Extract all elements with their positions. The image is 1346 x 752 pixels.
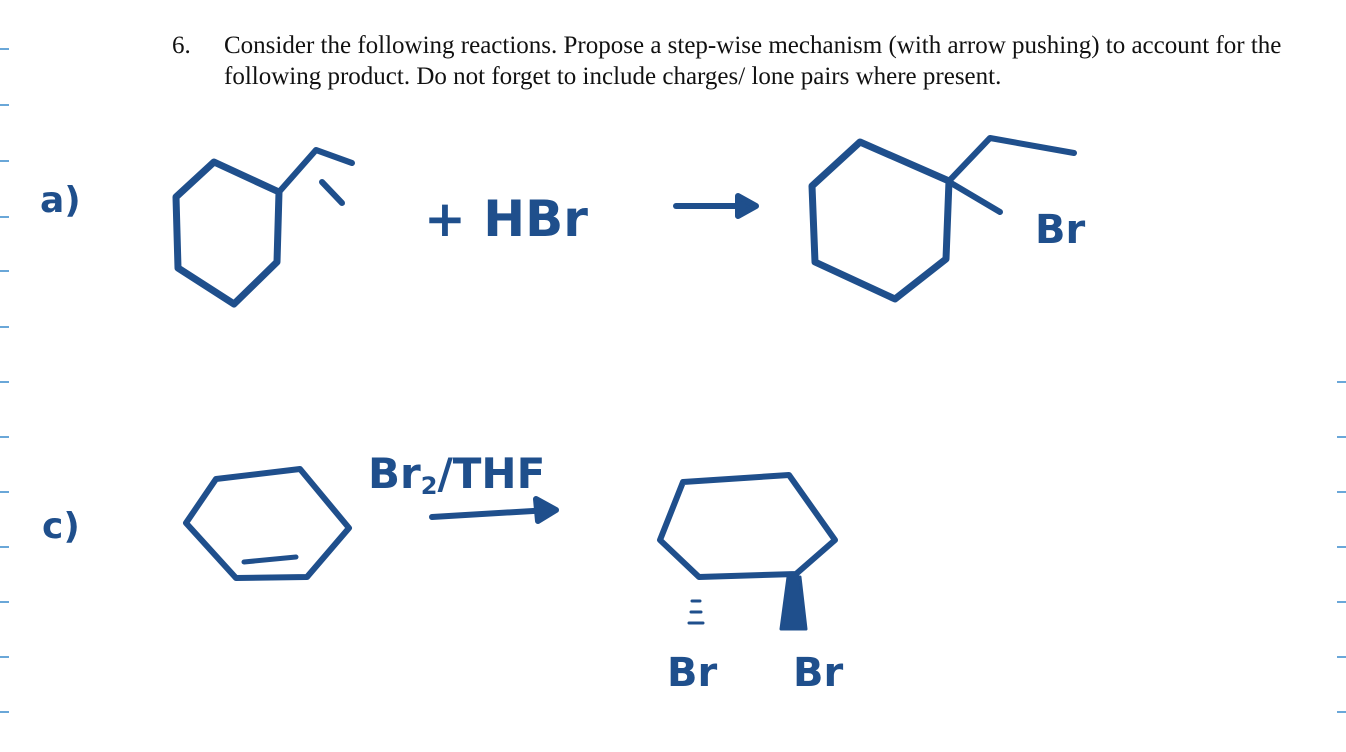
question-number: 6. (172, 32, 191, 59)
reactant-c-double-bond (244, 557, 296, 562)
reagent-br: Br (368, 449, 421, 498)
reaction-arrow-a (676, 196, 756, 216)
product-c-wedge-bond (781, 577, 806, 629)
part-a-reagent: + HBr (424, 190, 588, 248)
reagent-subscript: 2 (420, 472, 438, 500)
reactant-a-double-bond (279, 150, 352, 203)
product-a-br-bond (951, 183, 1000, 212)
part-c-reagent (368, 449, 545, 500)
product-c-left-br: Br (667, 650, 718, 696)
reactant-a-ring (176, 162, 279, 304)
product-a-ring (812, 142, 949, 299)
product-c-ring (660, 475, 835, 577)
question-text: Consider the following reactions. Propose a step-wise mechanism (with arrow pushing) to account for the following product. Do not forget to include charges/ lone pairs where present. (224, 32, 1282, 90)
part-a-label: a) (40, 180, 81, 221)
part-c-label: c) (42, 506, 80, 547)
product-a-ethyl-group (949, 138, 1074, 181)
product-c-right-br: Br (793, 650, 844, 696)
product-a-br-label: Br (1035, 207, 1086, 253)
product-c-hashed-bond (689, 601, 703, 623)
reagent-solvent: /THF (437, 449, 546, 498)
reaction-arrow-c (432, 499, 556, 521)
